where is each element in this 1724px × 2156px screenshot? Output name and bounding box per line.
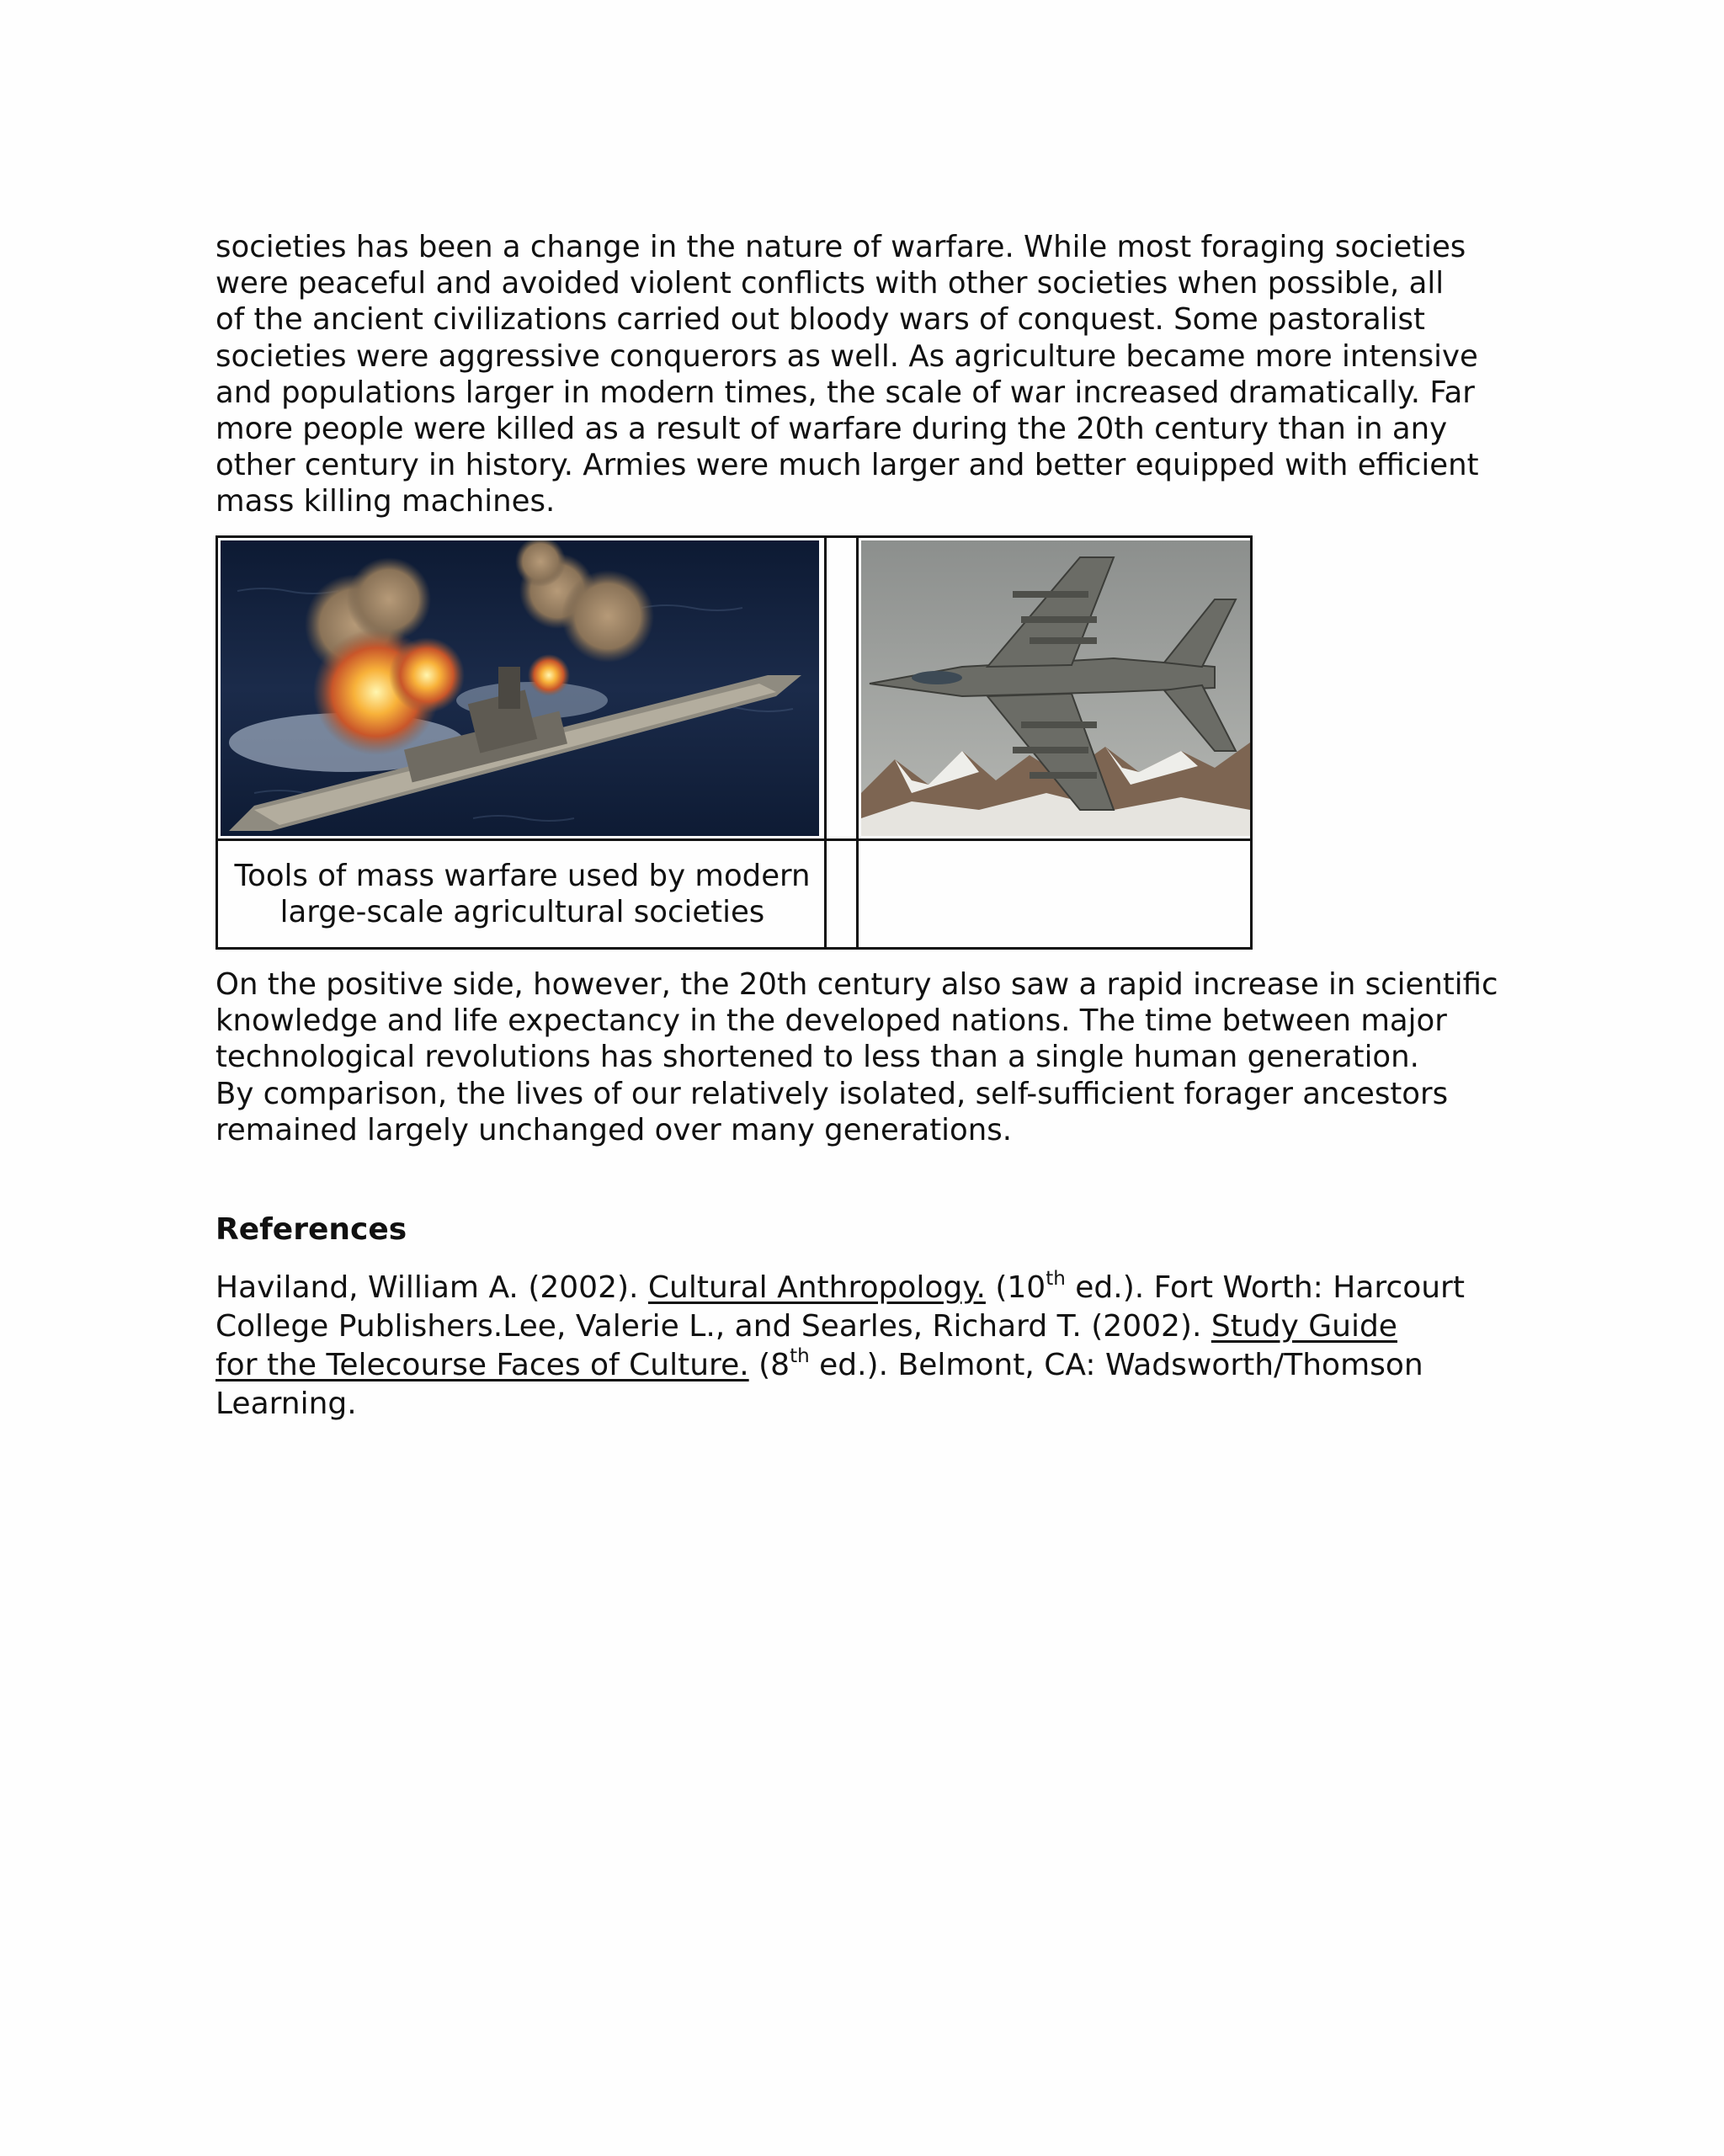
- figure-caption: [218, 841, 827, 947]
- intro-line: more people were killed as a result of warfare during the 20th century than in any: [216, 412, 1448, 447]
- book-title: Study Guide: [1211, 1309, 1397, 1344]
- reference-line: Haviland, William A. (2002). Cultural Anthropology. (10th ed.). Fort Worth: Harcourt: [216, 1268, 1465, 1305]
- battleship-photo: [221, 540, 819, 836]
- book-title: for the Telecourse Faces of Culture.: [216, 1348, 749, 1382]
- caption-line: large-scale agricultural societies: [279, 895, 765, 929]
- intro-line: were peaceful and avoided violent conflicts with other societies when possible, all: [216, 266, 1445, 301]
- intro-line: mass killing machines.: [216, 484, 556, 519]
- table-divider: [856, 538, 859, 947]
- after-line: technological revolutions has shortened to less than a single human generation.: [216, 1040, 1419, 1075]
- after-line: remained largely unchanged over many generations.: [216, 1112, 1013, 1147]
- figure-table: [216, 535, 1253, 950]
- intro-paragraph: [216, 229, 1529, 520]
- intro-line: other century in history. Armies were much larger and better equipped with efficient: [216, 448, 1479, 483]
- after-paragraph: [216, 966, 1498, 1148]
- intro-line: and populations larger in modern times, the scale of war increased dramatically. Far: [216, 375, 1475, 410]
- fighter-jet-photo: [861, 540, 1250, 836]
- reference-line: College Publishers.Lee, Valerie L., and Searles, Richard T. (2002). Study Guide: [216, 1309, 1397, 1344]
- reference-line: Learning.: [216, 1387, 357, 1421]
- intro-line: societies were aggressive conquerors as well. As agriculture became more intensive: [216, 338, 1478, 374]
- after-line: knowledge and life expectancy in the developed nations. The time between major: [216, 1003, 1447, 1039]
- reference-line: for the Telecourse Faces of Culture. (8th ed.). Belmont, CA: Wadsworth/Thomson: [216, 1345, 1423, 1382]
- after-line: By comparison, the lives of our relatively isolated, self-sufficient forager ancestors: [216, 1076, 1449, 1111]
- after-line: On the positive side, however, the 20th century also saw a rapid increase in scientific: [216, 967, 1498, 1002]
- references-list: [216, 1269, 1465, 1424]
- intro-line: societies has been a change in the nature of warfare. While most foraging societies: [216, 230, 1466, 264]
- caption-line: Tools of mass warfare used by modern: [234, 859, 811, 893]
- intro-line: of the ancient civilizations carried out bloody wars of conquest. Some pastoralist: [216, 302, 1425, 338]
- references-heading: References: [216, 1212, 407, 1247]
- book-title: Cultural Anthropology.: [647, 1270, 986, 1305]
